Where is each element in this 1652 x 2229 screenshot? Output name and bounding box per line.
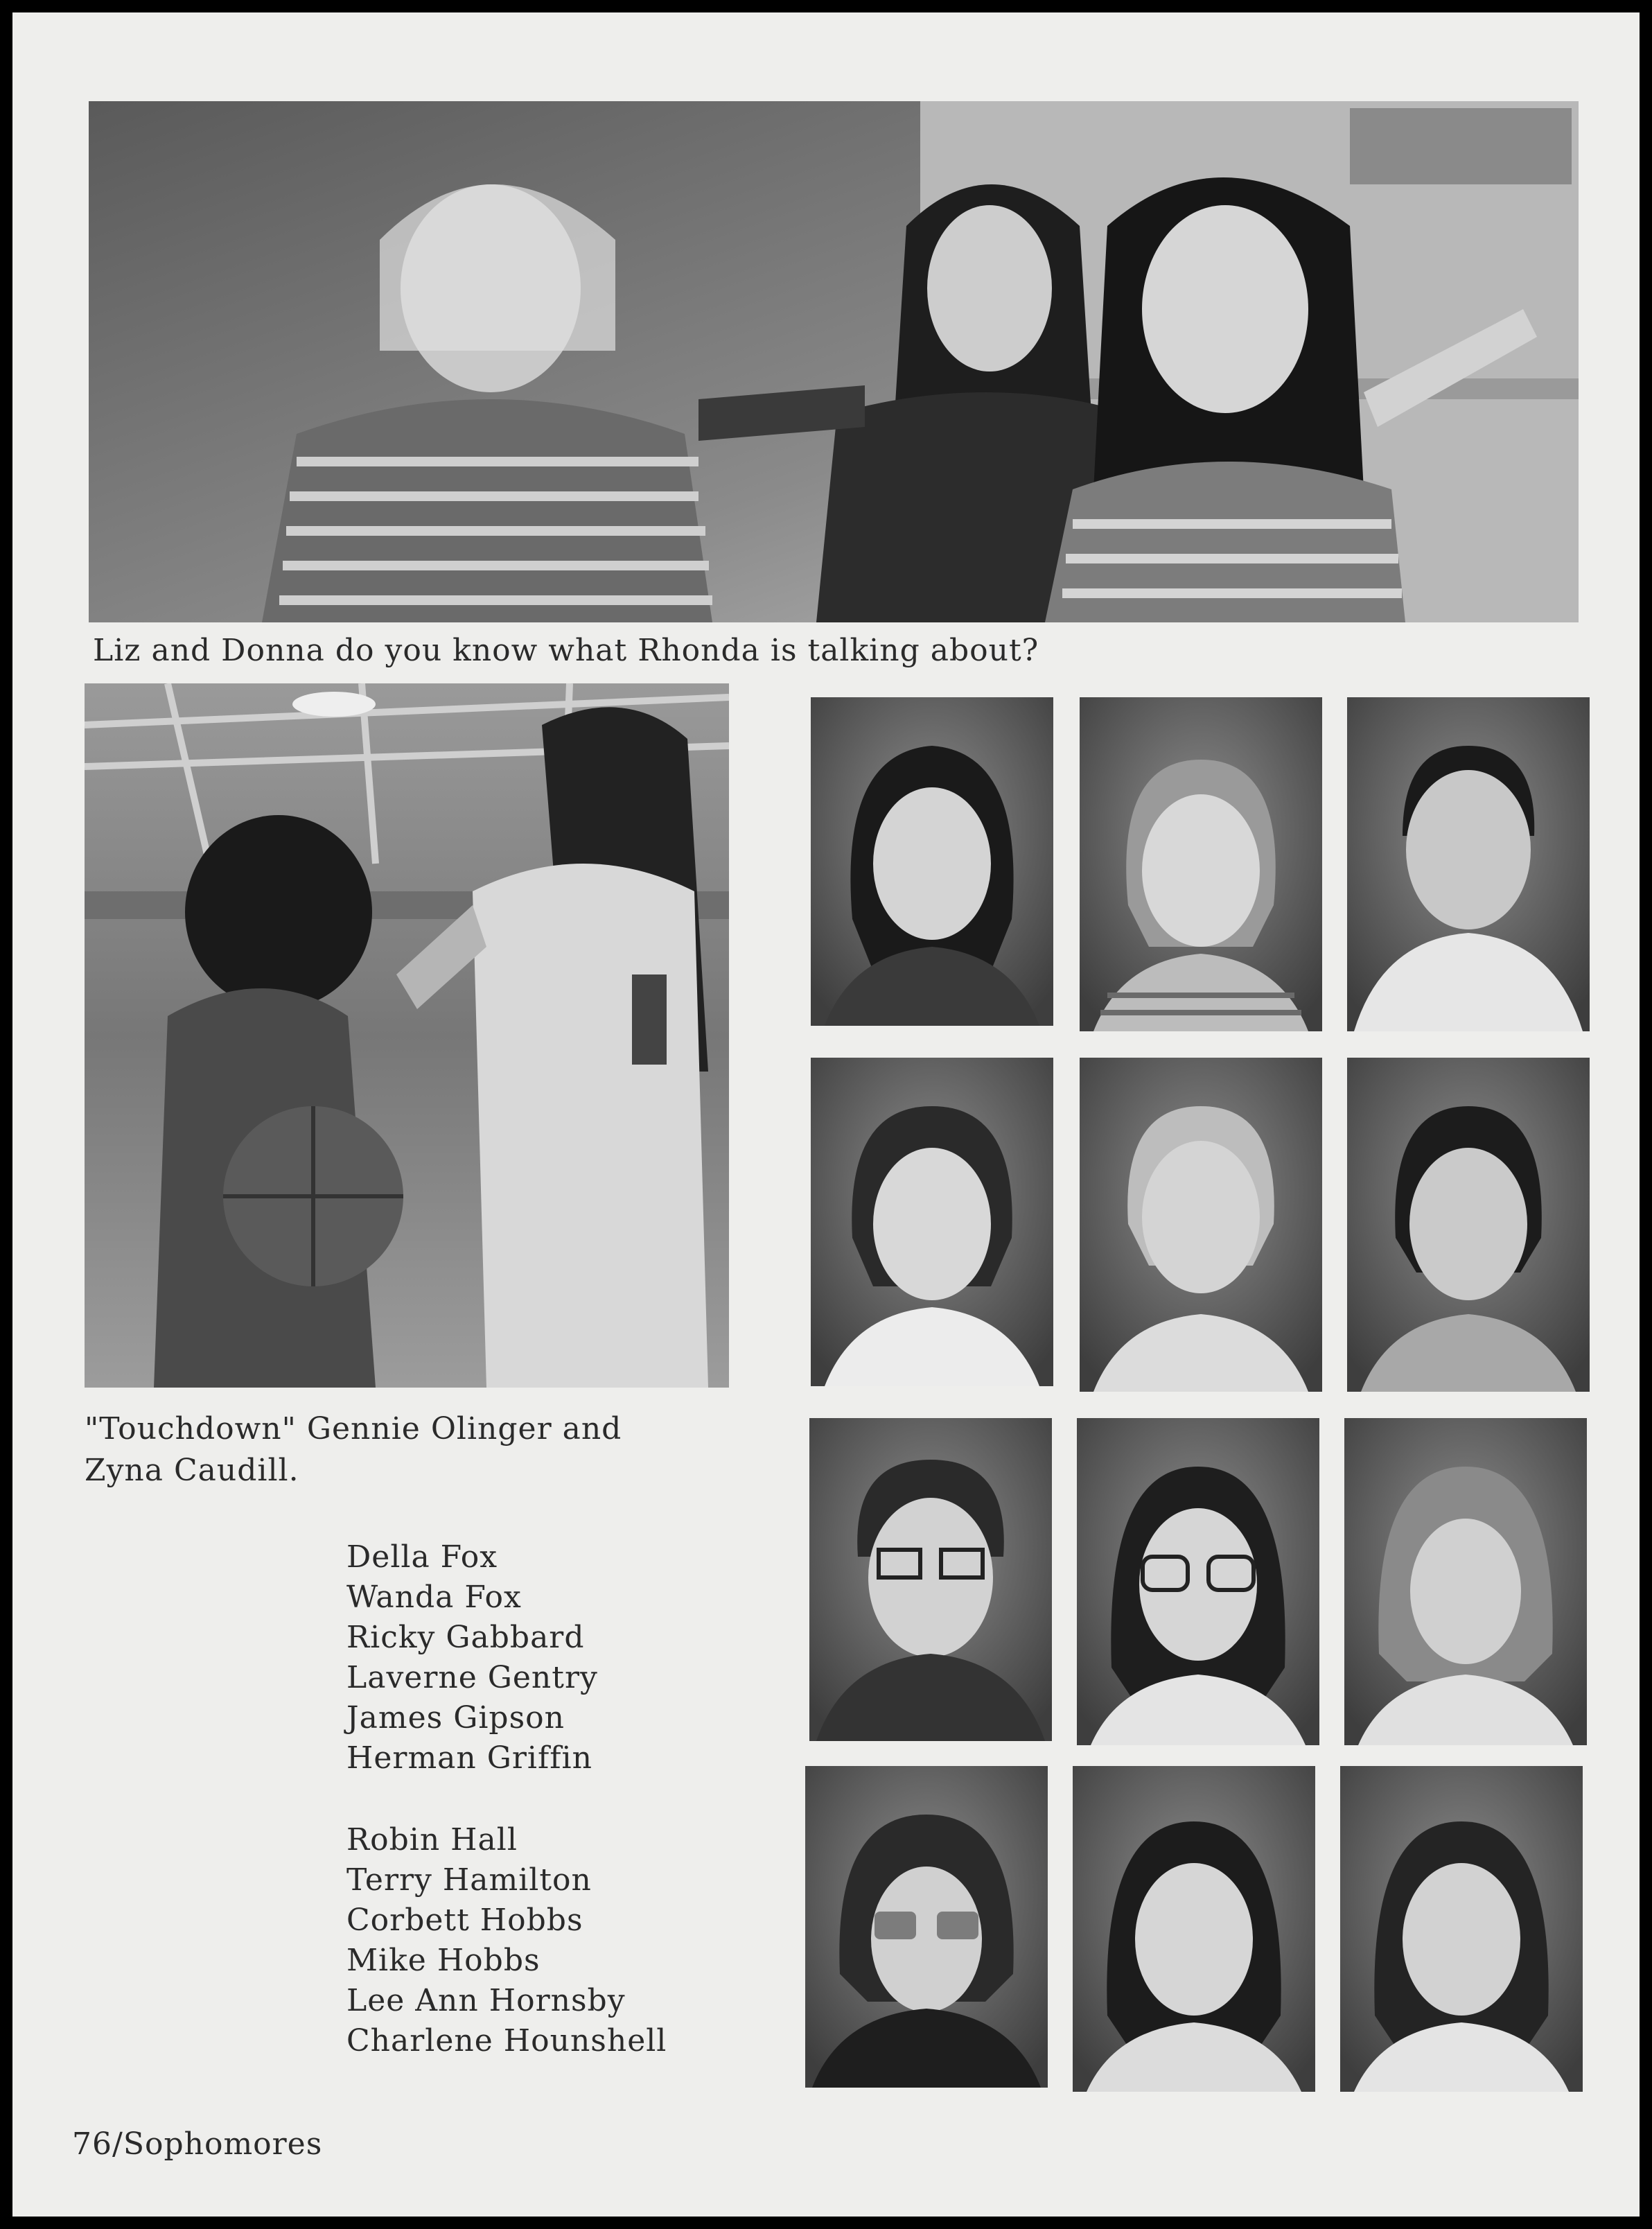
- portrait-corbett-hobbs: [1344, 1418, 1587, 1745]
- portrait-james-gipson: [1080, 1058, 1322, 1392]
- yearbook-page: [12, 12, 1640, 2217]
- top-photo-caption: Liz and Donna do you know what Rhonda is talking about?: [93, 633, 1039, 668]
- portrait-laverne-gentry: [811, 1058, 1053, 1386]
- name-mike-hobbs: Mike Hobbs: [346, 1943, 541, 1978]
- name-wanda-fox: Wanda Fox: [346, 1580, 522, 1615]
- portrait-charlene-hounshell: [1340, 1766, 1583, 2092]
- basketball-photo: [85, 683, 729, 1388]
- name-charlene-hounshell: Charlene Hounshell: [346, 2023, 667, 2058]
- name-terry-hamilton: Terry Hamilton: [346, 1862, 592, 1898]
- middle-photo-caption-line1: "Touchdown" Gennie Olinger and: [85, 1411, 622, 1446]
- group-photo-top: [89, 101, 1579, 622]
- name-james-gipson: James Gipson: [346, 1700, 565, 1736]
- name-ricky-gabbard: Ricky Gabbard: [346, 1620, 585, 1655]
- name-list-group2: [346, 1820, 667, 2061]
- portrait-della-fox: [811, 697, 1053, 1026]
- page-footer: 76/Sophomores: [72, 2126, 323, 2162]
- portrait-mike-hobbs: [805, 1766, 1048, 2088]
- name-list-group1: [346, 1537, 598, 1778]
- name-corbett-hobbs: Corbett Hobbs: [346, 1903, 583, 1938]
- portrait-herman-griffin: [1347, 1058, 1590, 1392]
- portrait-robin-hall: [809, 1418, 1052, 1741]
- name-lee-ann-hornsby: Lee Ann Hornsby: [346, 1983, 626, 2018]
- portrait-lee-ann-hornsby: [1073, 1766, 1315, 2092]
- name-robin-hall: Robin Hall: [346, 1822, 518, 1858]
- name-laverne-gentry: Laverne Gentry: [346, 1660, 598, 1695]
- name-herman-griffin: Herman Griffin: [346, 1740, 592, 1776]
- portrait-ricky-gabbard: [1347, 697, 1590, 1031]
- portrait-wanda-fox: [1080, 697, 1322, 1031]
- portrait-terry-hamilton: [1077, 1418, 1319, 1745]
- middle-photo-caption-line2: Zyna Caudill.: [85, 1453, 299, 1488]
- name-della-fox: Della Fox: [346, 1539, 498, 1575]
